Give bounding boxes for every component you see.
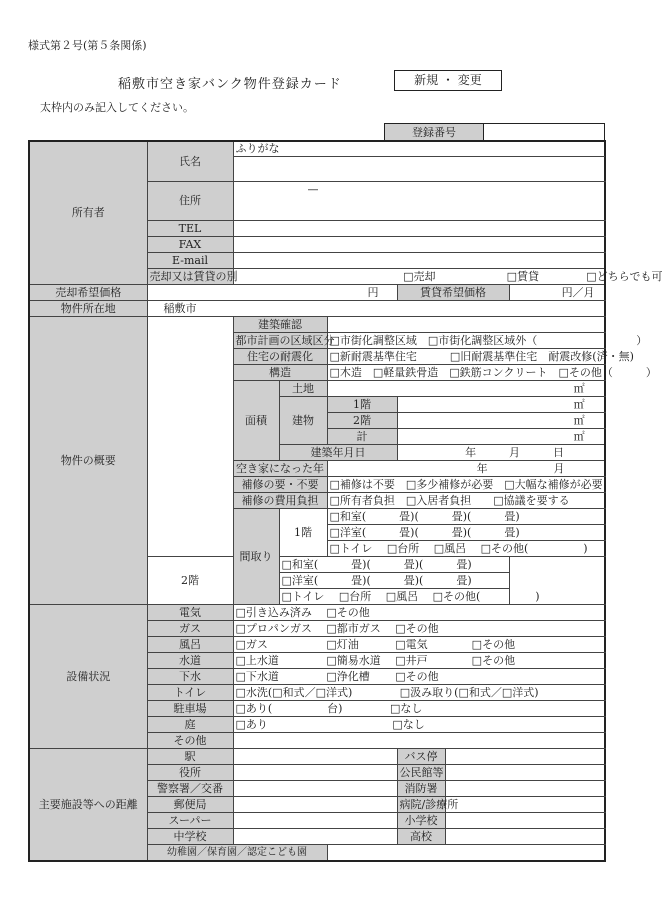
name-label: 氏名: [147, 141, 233, 182]
registration-label: 登録番号: [385, 124, 484, 141]
building-confirm-label: 建築確認: [233, 317, 327, 333]
distance-field[interactable]: [445, 749, 605, 765]
building-label: 建物: [279, 397, 327, 445]
building-confirm-field[interactable]: [327, 317, 605, 333]
structure-options[interactable]: □木造 □軽量鉄骨造 □鉄筋コンクリート □その他（ ）: [327, 365, 605, 381]
city-plan-options[interactable]: □市街化調整区域 □市街化調整区域外（ ）: [327, 333, 605, 349]
distance-label: 役所: [147, 765, 233, 781]
floor2-washitsu[interactable]: □和室( 畳)( 畳)( 畳): [279, 557, 509, 573]
floor1-area-field[interactable]: [397, 397, 605, 413]
facility-options[interactable]: □ガス □灯油 □電気 □その他: [233, 637, 605, 653]
distance-label: スーパー: [147, 813, 233, 829]
total-label: 計: [327, 429, 397, 445]
form-number: 様式第２号(第５条関係): [28, 39, 147, 52]
distance-field[interactable]: [233, 749, 397, 765]
tel-field[interactable]: [233, 221, 605, 237]
property-spacer: [147, 317, 233, 557]
quake-options[interactable]: □新耐震基準住宅 □旧耐震基準住宅 耐震改修(済・無): [327, 349, 605, 365]
distance-field[interactable]: [445, 765, 605, 781]
floor2-yoshitsu[interactable]: □洋室( 畳)( 畳)( 畳): [279, 573, 509, 589]
structure-label: 構造: [233, 365, 327, 381]
distance-label: 警察署／交番: [147, 781, 233, 797]
facility-options[interactable]: [233, 733, 605, 749]
option-sale[interactable]: □売却: [403, 269, 436, 283]
distance-field[interactable]: [233, 765, 397, 781]
repair-label: 補修の要・不要: [233, 477, 327, 493]
postal-code-field[interactable]: [233, 182, 605, 199]
land-area-field[interactable]: [327, 381, 605, 397]
repair-cost-label: 補修の費用負担: [233, 493, 327, 509]
fax-label: FAX: [147, 237, 233, 253]
floor2-area-field[interactable]: [397, 413, 605, 429]
facility-label: 庭: [147, 717, 233, 733]
repair-options[interactable]: □補修は不要 □多少補修が必要 □大幅な補修が必要: [327, 477, 605, 493]
furigana-field[interactable]: [233, 141, 605, 157]
city-plan-label: 都市計画の区域区分: [233, 333, 327, 349]
distance-label: 高校: [397, 829, 445, 845]
distance-field[interactable]: [445, 813, 605, 829]
sale-type-options[interactable]: [233, 269, 663, 285]
distance-label: 消防署: [397, 781, 445, 797]
area-label: 面積: [233, 381, 279, 461]
distance-field[interactable]: [445, 797, 605, 813]
registration-form: [28, 140, 663, 862]
rent-price-label: 賃貸希望価格: [397, 285, 509, 301]
total-area-field[interactable]: [397, 429, 605, 445]
layout-floor2-label: 2階: [147, 557, 233, 605]
owner-section-label: 所有者: [29, 141, 147, 285]
facility-label: その他: [147, 733, 233, 749]
yen-unit: 円: [367, 285, 379, 299]
distance-field[interactable]: [233, 781, 397, 797]
sqm-unit: ㎡: [573, 397, 585, 411]
sqm-unit: ㎡: [573, 381, 585, 395]
name-field[interactable]: [233, 157, 605, 182]
distance-label: 公民館等: [397, 765, 445, 781]
option-rent[interactable]: □賃貸: [506, 269, 539, 283]
facility-label: 風呂: [147, 637, 233, 653]
rent-price-field[interactable]: [509, 285, 605, 301]
distance-field[interactable]: [327, 845, 605, 862]
yen-per-month-unit: 円／月: [561, 285, 595, 299]
option-either[interactable]: □どちらでも可: [586, 269, 663, 283]
floor1-label: 1階: [327, 397, 397, 413]
status-box[interactable]: 新規 ・ 変更: [394, 70, 502, 91]
floor2-label: 2階: [327, 413, 397, 429]
distance-label: 駅: [147, 749, 233, 765]
tel-label: TEL: [147, 221, 233, 237]
floor1-washitsu[interactable]: □和室( 畳)( 畳)( 畳): [327, 509, 605, 525]
facility-options[interactable]: □あり □なし: [233, 717, 605, 733]
facility-label: 駐車場: [147, 701, 233, 717]
layout-floor1-label: 1階: [279, 509, 327, 557]
land-label: 土地: [279, 381, 327, 397]
distance-label: 郵便局: [147, 797, 233, 813]
fax-field[interactable]: [233, 237, 605, 253]
facility-options[interactable]: □水洗(□和式／□洋式) □汲み取り(□和式／□洋式): [233, 685, 605, 701]
sale-price-field[interactable]: [147, 285, 397, 301]
distance-field[interactable]: [233, 797, 397, 813]
built-date-label: 建築年月日: [279, 445, 397, 461]
distance-field[interactable]: [233, 813, 397, 829]
facility-options[interactable]: □下水道 □浄化槽 □その他: [233, 669, 605, 685]
distance-label: 中学校: [147, 829, 233, 845]
vacant-year-field[interactable]: 年 月: [327, 461, 605, 477]
distance-label: 幼稚園／保育園／認定こども園: [147, 845, 327, 862]
facility-options[interactable]: □プロパンガス □都市ガス □その他: [233, 621, 605, 637]
email-label: E-mail: [147, 253, 233, 269]
sale-type-label: 売却又は賃貸の別: [147, 269, 233, 285]
distance-label: 小学校: [397, 813, 445, 829]
facility-label: ガス: [147, 621, 233, 637]
distance-label: バス停: [397, 749, 445, 765]
facility-label: 電気: [147, 605, 233, 621]
instruction-note: 太枠内のみ記入してください。: [40, 101, 194, 114]
sale-price-label: 売却希望価格: [29, 285, 147, 301]
distance-label: 病院/診療所: [397, 797, 445, 813]
address-field[interactable]: [233, 198, 605, 221]
registration-number-table: [384, 123, 605, 141]
facility-label: トイレ: [147, 685, 233, 701]
repair-cost-options[interactable]: □所有者負担 □入居者負担 □協議を要する: [327, 493, 605, 509]
facility-options[interactable]: □あり( 台) □なし: [233, 701, 605, 717]
facility-options[interactable]: □上水道 □簡易水道 □井戸 □その他: [233, 653, 605, 669]
facility-label: 水道: [147, 653, 233, 669]
location-field[interactable]: [147, 301, 605, 317]
facility-options[interactable]: □引き込み済み □その他: [233, 605, 605, 621]
distance-section-label: 主要施設等への距離: [29, 749, 147, 862]
furigana-label: ふりがな: [235, 142, 280, 155]
registration-field[interactable]: [484, 124, 605, 141]
built-date-field[interactable]: 年 月 日: [397, 445, 605, 461]
postal-dash: —: [307, 183, 319, 196]
sqm-unit: ㎡: [573, 413, 585, 427]
distance-field[interactable]: [445, 829, 605, 845]
facility-label: 下水: [147, 669, 233, 685]
distance-field[interactable]: [233, 829, 397, 845]
layout-label: 間取り: [233, 509, 279, 605]
floor2-rooms[interactable]: □トイレ □台所 □風呂 □その他( ): [279, 589, 509, 605]
form-title: 稲敷市空き家バンク物件登録カード: [118, 77, 342, 92]
sqm-unit: ㎡: [573, 429, 585, 443]
location-label: 物件所在地: [29, 301, 147, 317]
facilities-section-label: 設備状況: [29, 605, 147, 749]
floor1-rooms[interactable]: □トイレ □台所 □風呂 □その他( ): [327, 541, 605, 557]
floor1-yoshitsu[interactable]: □洋室( 畳)( 畳)( 畳): [327, 525, 605, 541]
vacant-year-label: 空き家になった年: [233, 461, 327, 477]
email-field[interactable]: [233, 253, 605, 269]
address-label: 住所: [147, 182, 233, 221]
quake-label: 住宅の耐震化: [233, 349, 327, 365]
distance-field[interactable]: [445, 781, 605, 797]
property-section-label: 物件の概要: [29, 317, 147, 605]
location-city: 稲敷市: [163, 301, 197, 315]
